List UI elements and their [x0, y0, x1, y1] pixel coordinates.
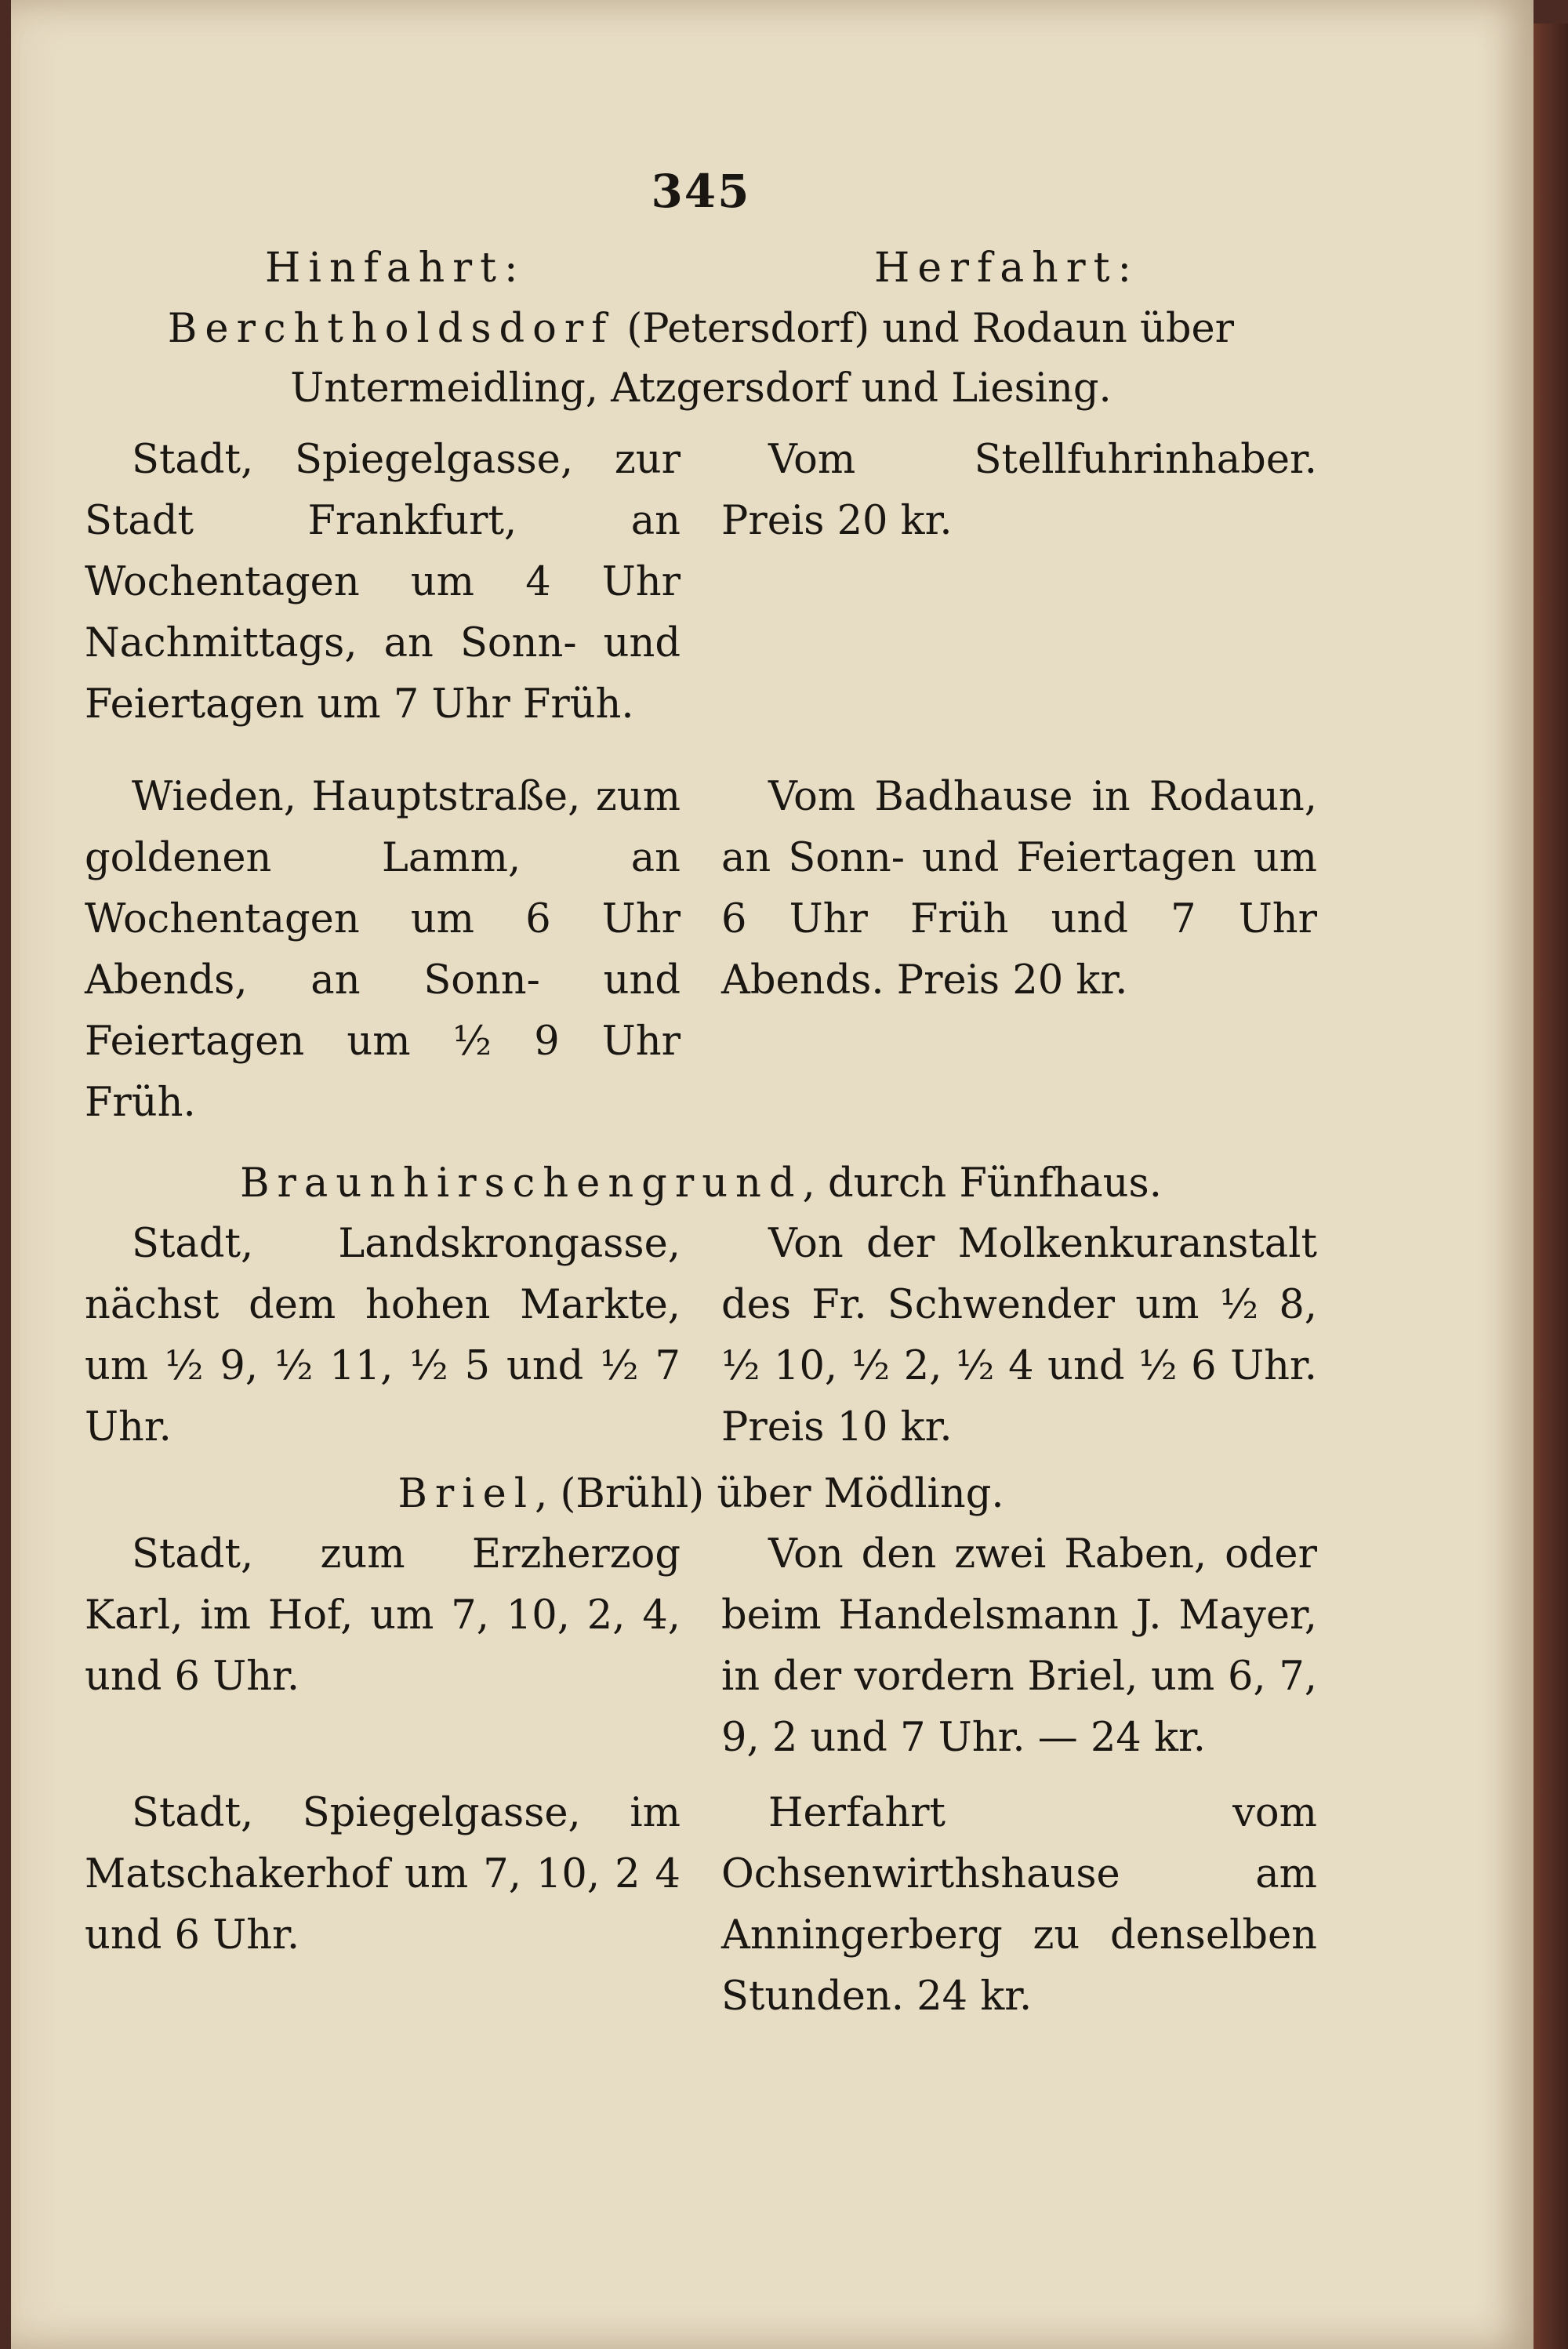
schedule-entry: [85, 1524, 1317, 1769]
route-detail: , durch Fünfhaus.: [802, 1160, 1162, 1207]
route-heading: [85, 1154, 1317, 1214]
outbound-text: [85, 1783, 681, 2028]
route-name: Berchtholdsdorf: [167, 306, 615, 352]
route-detail: , (Brühl) über Mödling.: [535, 1471, 1004, 1517]
schedule-entry: [85, 767, 1317, 1134]
outbound-paragraph: Stadt, Spiegelgasse, im Matschakerhof um 7, 10, 2 4 und 6 Uhr.: [85, 1790, 681, 1959]
return-paragraph: Von der Molkenkuranstalt des Fr. Schwender um ½ 8, ½ 10, ½ 2, ½ 4 und ½ 6 Uhr. Preis 10 kr.: [721, 1221, 1317, 1450]
route-name: Braunhirschengrund: [240, 1160, 803, 1207]
schedule-entry: [85, 1214, 1317, 1458]
outbound-paragraph: Stadt, Spiegelgasse, zur Stadt Frankfurt, an Wochentagen um 4 Uhr Nachmittags, an Sonn- und Feiertagen um 7 Uhr Früh.: [85, 437, 681, 728]
return-text: [721, 767, 1317, 1134]
return-text: [721, 1524, 1317, 1769]
outbound-paragraph: Stadt, Landskrongasse, nächst dem hohen Markte, um ½ 9, ½ 11, ½ 5 und ½ 7 Uhr.: [85, 1221, 681, 1450]
route-name: Briel: [397, 1471, 535, 1517]
route-detail: (Petersdorf) und Rodaun über Untermeidling, Atzgersdorf und Liesing.: [290, 306, 1235, 412]
outbound-paragraph: Wieden, Hauptstraße, zum goldenen Lamm, an Wochentagen um 6 Uhr Abends, an Sonn- und Feiertagen um ½ 9 Uhr Früh.: [85, 774, 681, 1126]
header-outbound: Hinfahrt:: [265, 245, 526, 292]
return-text: [721, 1214, 1317, 1458]
book-edge: [1534, 24, 1568, 2349]
outbound-text: [85, 1524, 681, 1769]
outbound-text: [85, 430, 681, 735]
column-headers: [85, 245, 1317, 292]
header-return: Herfahrt:: [874, 245, 1139, 292]
page-content: [85, 165, 1317, 2028]
schedule-entry: [85, 430, 1317, 735]
return-paragraph: Vom Stellfuhrinhaber. Preis 20 kr.: [721, 437, 1317, 544]
return-text: [721, 430, 1317, 735]
route-heading: [85, 1465, 1317, 1524]
outbound-text: [85, 767, 681, 1134]
return-text: [721, 1783, 1317, 2028]
return-paragraph: Von den zwei Raben, oder beim Handelsmann J. Mayer, in der vordern Briel, um 6, 7, 9, 2 und 7 Uhr. — 24 kr.: [721, 1531, 1317, 1761]
outbound-text: [85, 1214, 681, 1458]
schedule-entry: [85, 1783, 1317, 2028]
outbound-paragraph: Stadt, zum Erzherzog Karl, im Hof, um 7, 10, 2, 4, und 6 Uhr.: [85, 1531, 681, 1700]
return-paragraph: Herfahrt vom Ochsenwirthshause am Anningerberg zu denselben Stunden. 24 kr.: [721, 1790, 1317, 2020]
return-paragraph: Vom Badhause in Rodaun, an Sonn- und Feiertagen um 6 Uhr Früh und 7 Uhr Abends. Preis 20 kr.: [721, 774, 1317, 1004]
page-number: 345: [651, 165, 751, 218]
route-heading: [85, 300, 1317, 419]
